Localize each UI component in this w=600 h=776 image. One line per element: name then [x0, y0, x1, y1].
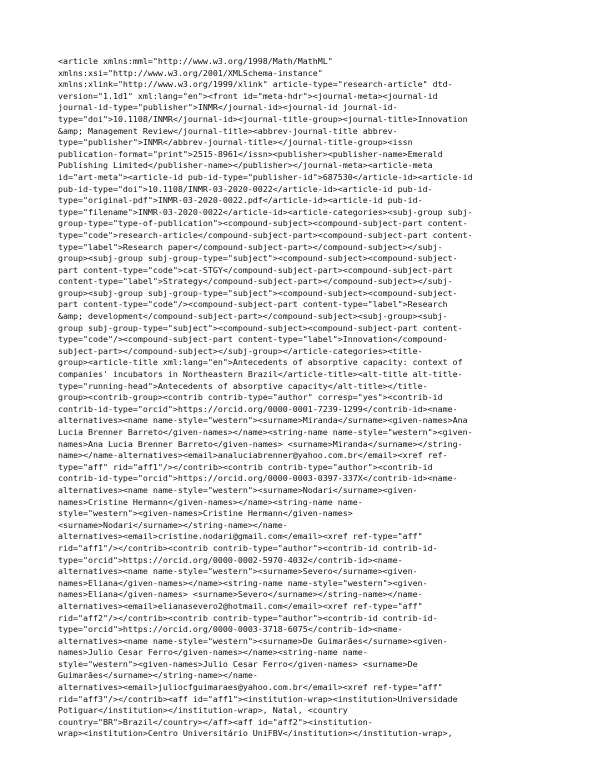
xml-text-line: alternatives><email>cristine.nodari@gmail.com</email><xref ref-type="aff" — [58, 531, 423, 542]
xml-text-line: group><contrib-group><contrib contrib-type="author" corresp="yes"><contrib-id — [58, 392, 443, 403]
xml-text-line: content-type="label">Strategy</compound-subject-part></compound-subject></subj- — [58, 276, 453, 287]
xml-text-line: names>Cristine Hermann</given-names></name><string-name name- — [58, 496, 363, 507]
xml-text-line: type="original-pdf">INMR-03-2020-0022.pdf</article-id><article-id pub-id- — [58, 195, 423, 206]
xml-text-line: alternatives><name name-style="western"><surname>Miranda</surname><given-names>Ana — [58, 415, 468, 426]
xml-text-line: alternatives><email>juliocfguimaraes@yahoo.com.br</email><xref ref-type="aff" — [58, 682, 443, 693]
xml-text-line: version="1.1d1" xml:lang="en"><front id="meta-hdr"><journal-meta><journal-id — [58, 90, 438, 101]
xml-text-line: names>Eliana</given-names> <surname>Severo</surname></string-name></name- — [58, 589, 423, 600]
xml-text-line: <surname>Nodari</surname></string-name></name- — [58, 519, 288, 530]
xml-text-line: type="orcid">https://orcid.org/0000-0003-3718-6075</contrib-id><name- — [58, 624, 403, 635]
xml-text-line: &amp; development</compound-subject-part></compound-subject><subj-group><subj- — [58, 311, 448, 322]
xml-text-line: type="label">Research paper</compound-subject-part></compound-subject></subj- — [58, 241, 443, 252]
xml-text-line: contrib-id-type="orcid">https://orcid.org/0000-0003-0397-337X</contrib-id><name- — [58, 473, 458, 484]
xml-text-line: Potiguar</institution></institution-wrap>, Natal, <country — [58, 705, 348, 716]
xml-text-line: names>Julio Cesar Ferro</given-names></name><string-name name- — [58, 647, 368, 658]
xml-text-line: subject-part></compound-subject></subj-group></article-categories><title- — [58, 345, 423, 356]
xml-text-line: companies' incubators in Northeastern Brazil</article-title><alt-title alt-title- — [58, 369, 463, 380]
xml-text-line: Guimarães</surname></string-name></name- — [58, 670, 258, 681]
xml-text-line: type="running-head">Antecedents of absorptive capacity</alt-title></title- — [58, 380, 428, 391]
xml-text-line: type="code"/><compound-subject-part content-type="label">Innovation</compound- — [58, 334, 448, 345]
xml-text-line: group><subj-group subj-group-type="subject"><compound-subject><compound-subject- — [58, 253, 458, 264]
xml-text-line: part content-type="code"/><compound-subject-part content-type="label">Research — [58, 299, 448, 310]
xml-text-line: journal-id-type="publisher">INMR</journal-id><journal-id journal-id- — [58, 102, 398, 113]
xml-text-line: rid="aff1"/></contrib><contrib contrib-type="author"><contrib-id contrib-id- — [58, 542, 438, 553]
xml-text-line: group-type="type-of-publication"><compound-subject><compound-subject-part content- — [58, 218, 468, 229]
xml-text-line: <article xmlns:mml="http://www.w3.org/1998/Math/MathML" — [58, 56, 333, 66]
xml-text-line: type="publisher">INMR</abbrev-journal-title></journal-title-group><issn — [58, 137, 413, 148]
xml-text-line: group><subj-group subj-group-type="subject"><compound-subject><compound-subject- — [58, 287, 458, 298]
xml-text-line: style="western"><given-names>Julio Cesar Ferro</given-names> <surname>De — [58, 658, 418, 669]
xml-text-line: names>Ana Lucia Brenner Barreto</given-names> <surname>Miranda</surname></string- — [58, 438, 463, 449]
xml-text-line: id="art-meta"><article-id pub-id-type="publisher-id">687530</article-id><article-id — [58, 171, 473, 182]
xml-text-line: group><article-title xml:lang="en">Antecedents of absorptive capacity: context of — [58, 357, 463, 368]
xml-text-line: Lucia Brenner Barreto</given-names></name><string-name name-style="western"><given- — [58, 427, 473, 437]
xml-text-line: type="filename">INMR-03-2020-0022</article-id><article-categories><subj-group subj- — [58, 206, 473, 217]
xml-text-line: xmlns:xsi="http://www.w3.org/2001/XMLSchema-instance" — [58, 67, 323, 78]
xml-text-line: alternatives><name name-style="western"><surname>Nodari</surname><given- — [58, 484, 418, 495]
xml-text-line: type="doi">10.1108/INMR</journal-id><journal-title-group><journal-title>Innovation — [58, 113, 468, 124]
xml-text-line: country="BR">Brazil</country></aff><aff id="aff2"><institution- — [58, 716, 373, 727]
xml-text-line: type="code">research-article</compound-subject-part><compound-subject-part content- — [58, 229, 473, 240]
xml-text-line: pub-id-type="doi">10.1108/INMR-03-2020-0022</article-id><article-id pub-id- — [58, 183, 433, 194]
xml-text-line: part content-type="code">cat-STGY</compound-subject-part><compound-subject-part — [58, 264, 453, 275]
xml-text-line: contrib-id-type="orcid">https://orcid.org/0000-0001-7239-1299</contrib-id><name- — [58, 403, 458, 414]
xml-text-line: names>Eliana</given-names></name><string-name name-style="western"><given- — [58, 577, 428, 588]
xml-text-line: alternatives><name name-style="western"><surname>De Guimarães</surname><given- — [58, 635, 448, 646]
xml-source-text — [58, 56, 578, 740]
xml-text-line: type="aff" rid="aff1"/></contrib><contrib contrib-type="author"><contrib-id — [58, 461, 433, 472]
xml-text-line: type="orcid">https://orcid.org/0000-0002-5970-4032</contrib-id><name- — [58, 554, 403, 565]
xml-text-line: rid="aff2"/></contrib><contrib contrib-type="author"><contrib-id contrib-id- — [58, 612, 438, 623]
xml-text-line: Publishing Limited</publisher-name></publisher></journal-meta><article-meta — [58, 160, 433, 171]
xml-text-line: xmlns:xlink="http://www.w3.org/1999/xlink" article-type="research-article" dtd- — [58, 79, 453, 90]
xml-text-line: name></name-alternatives><email>analuciabrenner@yahoo.com.br</email><xref ref- — [58, 450, 448, 461]
xml-text-line: rid="aff3"/></contrib><aff id="aff1"><institution-wrap><institution>Universidade — [58, 693, 458, 704]
xml-text-line: &amp; Management Review</journal-title><abbrev-journal-title abbrev- — [58, 125, 398, 136]
xml-text-line: style="western"><given-names>Cristine Hermann</given-names> — [58, 508, 353, 519]
xml-text-line: alternatives><email>elianasevero2@hotmail.com</email><xref ref-type="aff" — [58, 600, 423, 611]
xml-text-line: wrap><institution>Centro Universitário UniFBV</institution></institution-wrap>, — [58, 728, 453, 739]
xml-text-line: alternatives><name name-style="western"><surname>Severo</surname><given- — [58, 566, 418, 577]
xml-text-line: group subj-group-type="subject"><compound-subject><compound-subject-part content- — [58, 322, 463, 333]
xml-text-line: publication-format="print">2515-8961</issn><publisher><publisher-name>Emerald — [58, 148, 443, 159]
